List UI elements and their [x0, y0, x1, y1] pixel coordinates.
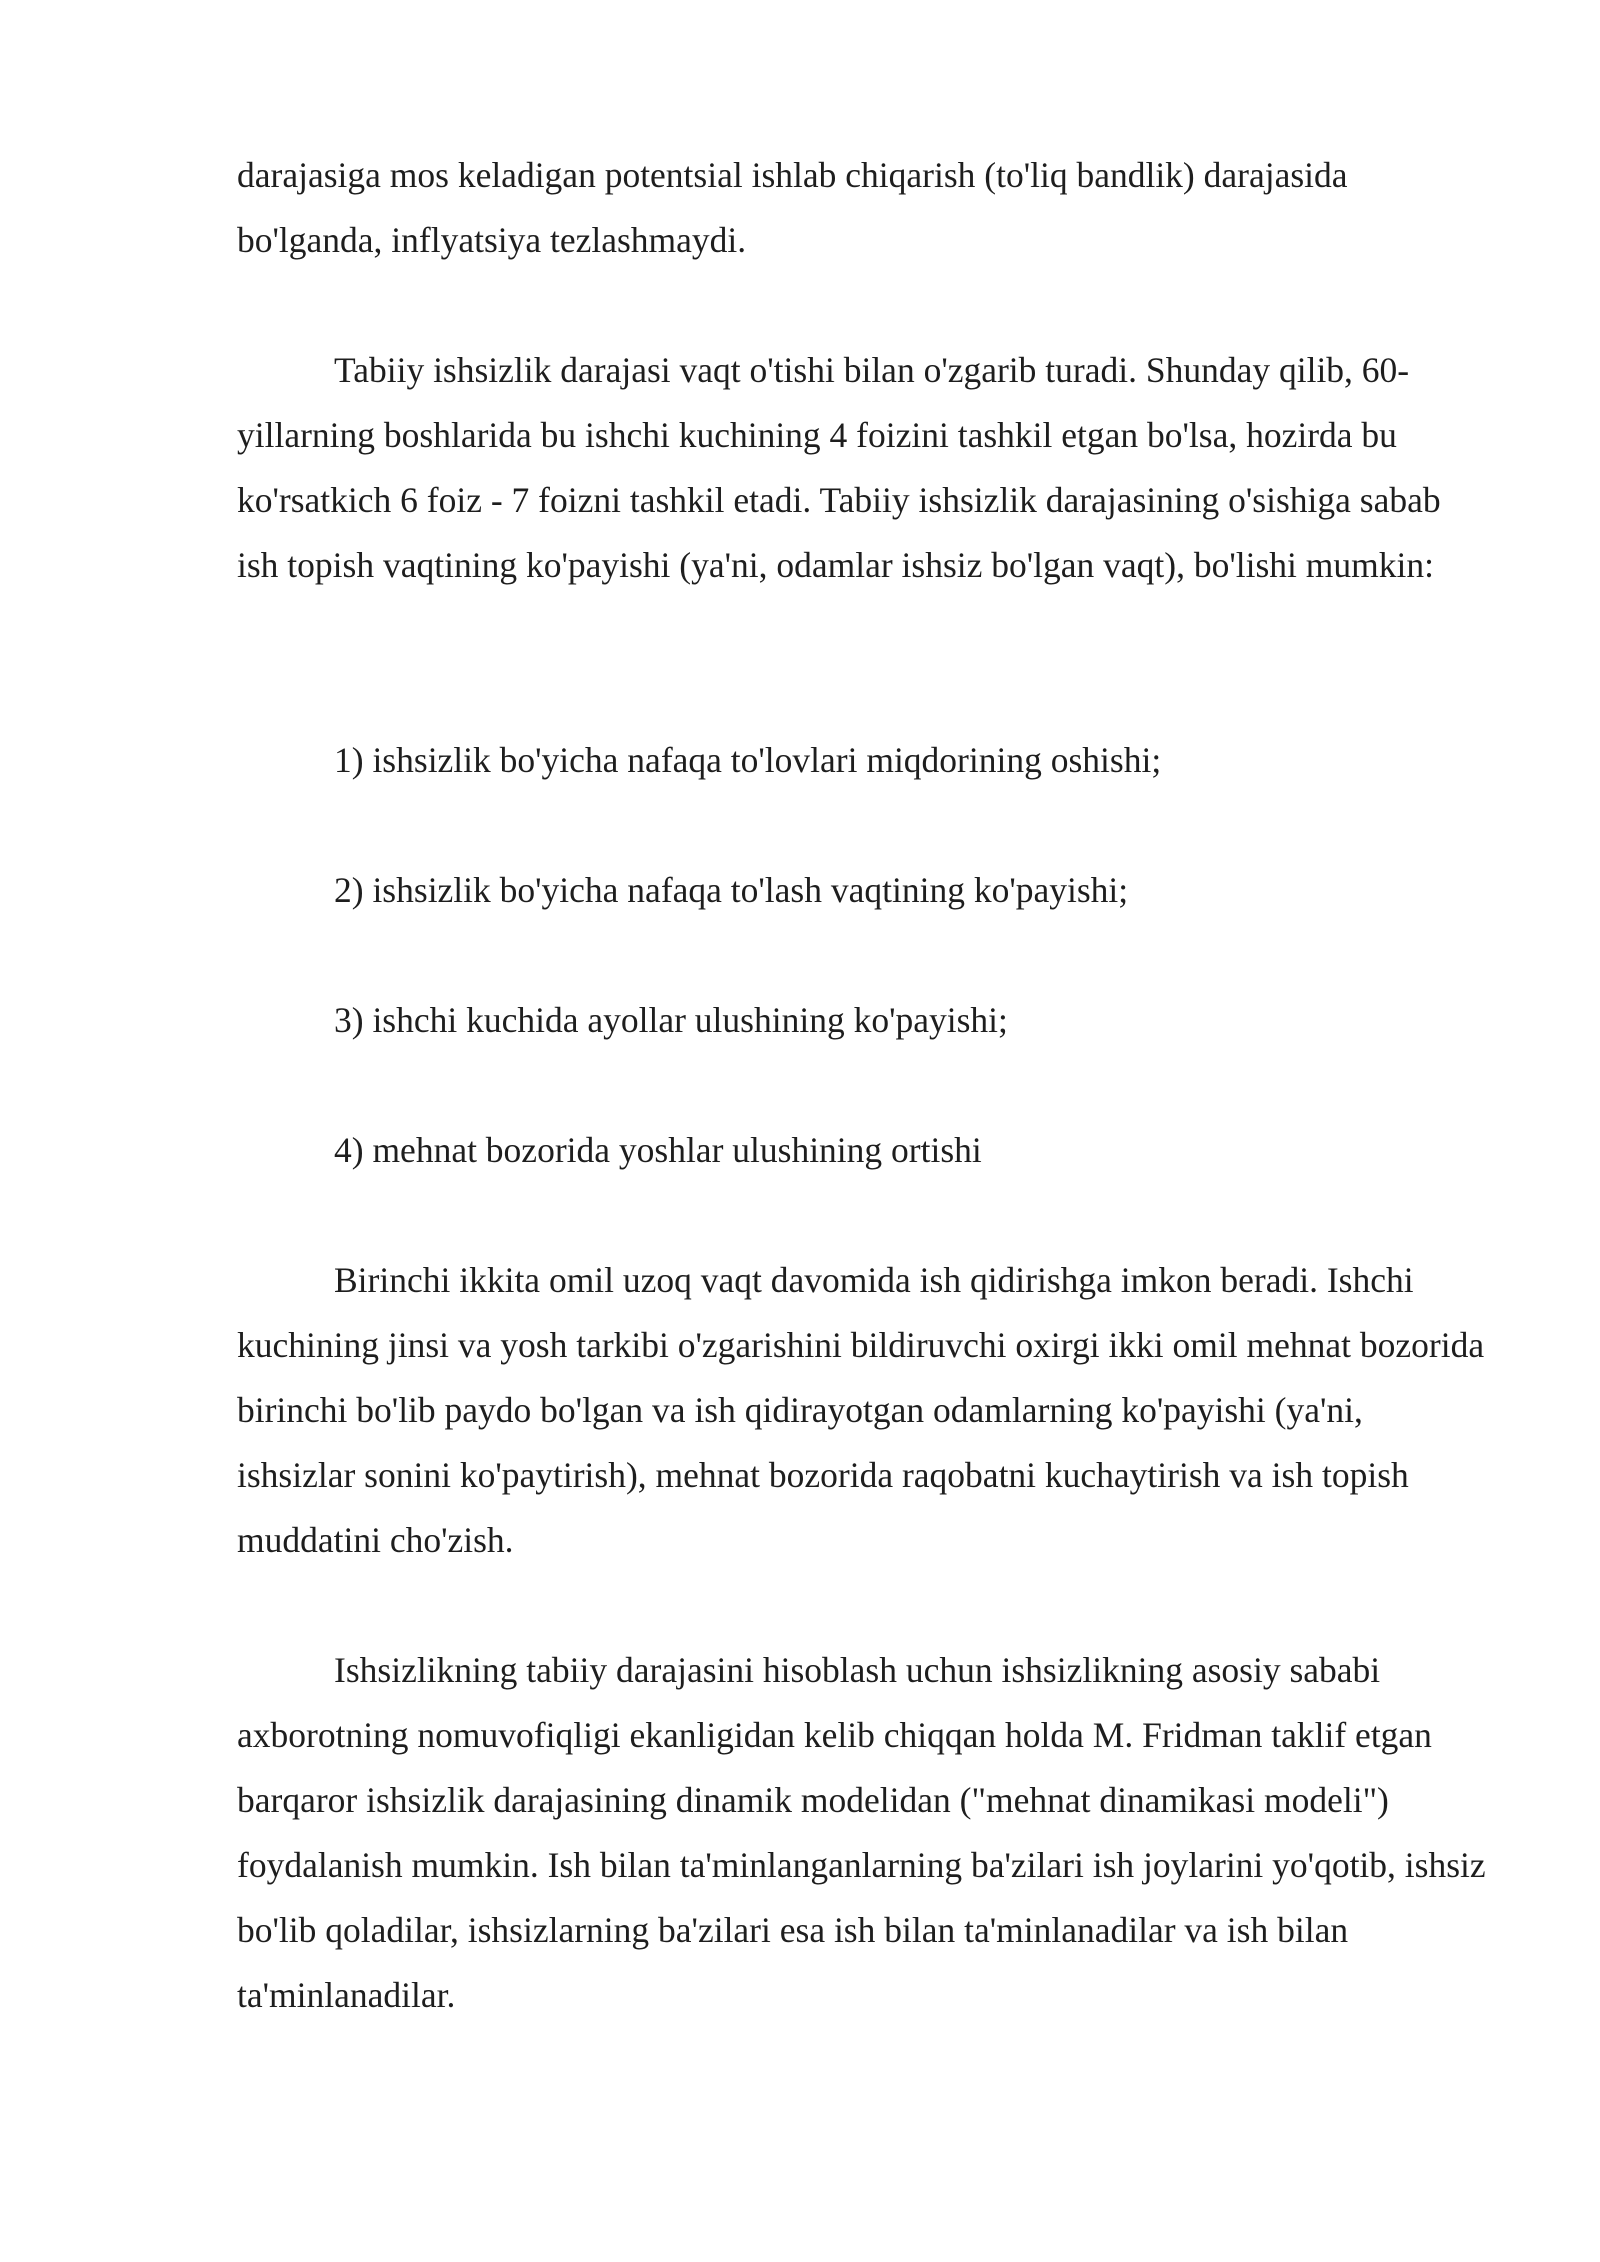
- list-item-block-3: [237, 988, 1487, 1053]
- list-item-block-2: [237, 858, 1487, 923]
- paragraph-2: Tabiiy ishsizlik darajasi vaqt o'tishi bilan o'zgarib turadi. Shunday qilib, 60-yillarning boshlarida bu ishchi kuchining 4 foizini tashkil etgan bo'lsa, hozirda bu ko'rsatkich 6 foiz - 7 foizni tashkil etadi. Tabiiy ishsizlik darajasining o'sishiga sabab ish topish vaqtining ko'payishi (ya'ni, odamlar ishsiz bo'lgan vaqt), bo'lishi mumkin:: [237, 350, 1441, 585]
- paragraph-block-2: [237, 338, 1487, 598]
- list-item: 1) ishsizlik bo'yicha nafaqa to'lovlari miqdorining oshishi;: [334, 740, 1162, 780]
- paragraph-block-4: [237, 1638, 1487, 2028]
- list-item: 2) ishsizlik bo'yicha nafaqa to'lash vaqtining ko'payishi;: [334, 870, 1129, 910]
- list-item-block-4: [237, 1118, 1487, 1183]
- paragraph-continuation: [237, 143, 1487, 273]
- paragraph-block-3: [237, 1248, 1487, 1573]
- paragraph-3: Birinchi ikkita omil uzoq vaqt davomida ish qidirishga imkon beradi. Ishchi kuchining jinsi va yosh tarkibi o'zgarishini bildiruvchi oxirgi ikki omil mehnat bozorida birinchi bo'lib paydo bo'lgan va ish qidirayotgan odamlarning ko'payishi (ya'ni, ishsizlar sonini ko'paytirish), mehnat bozorida raqobatni kuchaytirish va ish topish muddatini cho'zish.: [237, 1260, 1485, 1560]
- paragraph-4: Ishsizlikning tabiiy darajasini hisoblash uchun ishsizlikning asosiy sababi axborotning nomuvofiqligi ekanligidan kelib chiqqan holda M. Fridman taklif etgan barqaror ishsizlik darajasining dinamik modelidan ("mehnat dinamikasi modeli") foydalanish mumkin. Ish bilan ta'minlanganlarning ba'zilari ish joylarini yo'qotib, ishsiz bo'lib qoladilar, ishsizlarning ba'zilari esa ish bilan ta'minlanadilar va ish bilan ta'minlanadilar.: [237, 1650, 1486, 2015]
- paragraph-1: darajasiga mos keladigan potentsial ishlab chiqarish (to'liq bandlik) darajasida bo'lganda, inflyatsiya tezlashmaydi.: [237, 155, 1348, 260]
- list-item: 4) mehnat bozorida yoshlar ulushining ortishi: [334, 1130, 982, 1170]
- list-item: 3) ishchi kuchida ayollar ulushining ko'payishi;: [334, 1000, 1008, 1040]
- list-item-block-1: [237, 728, 1487, 793]
